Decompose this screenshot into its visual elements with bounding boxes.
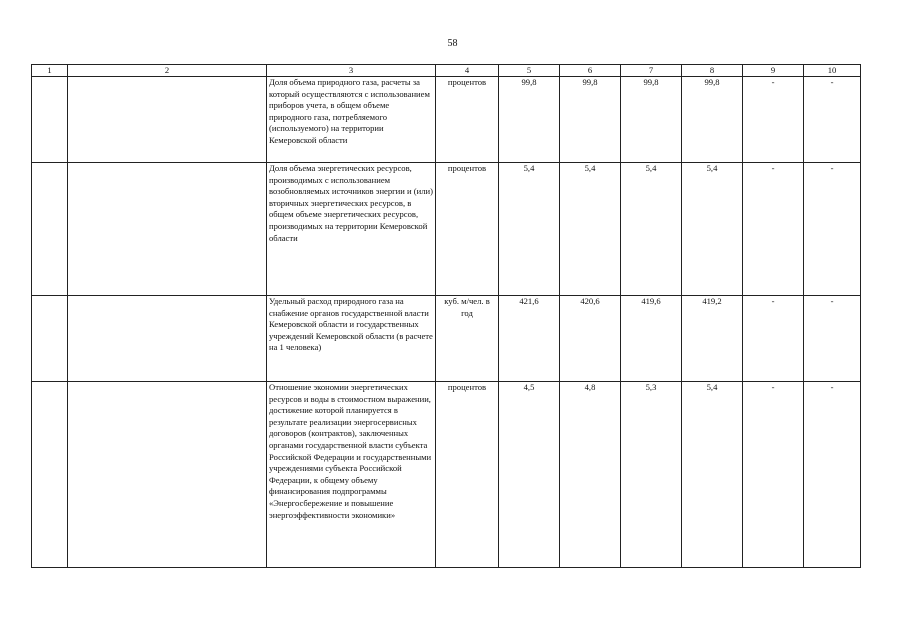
table-row [32, 296, 861, 382]
column-header-9: 9 [743, 65, 804, 77]
row-program-cell [68, 382, 267, 568]
value-col-8: 5,4 [682, 163, 743, 296]
table-header-row [32, 65, 861, 77]
value-col-7: 99,8 [621, 77, 682, 163]
column-header-10: 10 [804, 65, 861, 77]
row-program-cell [68, 163, 267, 296]
row-number-cell [32, 163, 68, 296]
column-header-5: 5 [499, 65, 560, 77]
column-header-7: 7 [621, 65, 682, 77]
column-header-6: 6 [560, 65, 621, 77]
row-number-cell [32, 296, 68, 382]
indicator-unit: процентов [436, 382, 499, 568]
column-header-3: 3 [267, 65, 436, 77]
value-col-8: 419,2 [682, 296, 743, 382]
value-col-6: 99,8 [560, 77, 621, 163]
indicator-name: Отношение экономии энергетических ресурсов и воды в стоимостном выражении, достижение которой планируется в результате реализации энергосервисных договоров (контрактов), заключенных органами государственной власти субъекта Российской Федерации и государственными учреждениями субъекта Российской Федерации, к общему объему финансирования подпрограммы «Энергосбережение и повышение энергоэффективности экономики» [267, 382, 436, 568]
value-col-9: - [743, 77, 804, 163]
value-col-7: 5,3 [621, 382, 682, 568]
value-col-10: - [804, 382, 861, 568]
indicator-unit: процентов [436, 77, 499, 163]
table-row [32, 163, 861, 296]
value-col-6: 5,4 [560, 163, 621, 296]
value-col-8: 5,4 [682, 382, 743, 568]
value-col-6: 420,6 [560, 296, 621, 382]
row-number-cell [32, 382, 68, 568]
value-col-5: 99,8 [499, 77, 560, 163]
indicator-unit: куб. м/чел. в год [436, 296, 499, 382]
value-col-5: 4,5 [499, 382, 560, 568]
column-header-1: 1 [32, 65, 68, 77]
indicators-table [31, 64, 861, 568]
value-col-10: - [804, 163, 861, 296]
page-number: 58 [447, 38, 458, 49]
value-col-9: - [743, 382, 804, 568]
table-row [32, 382, 861, 568]
indicator-unit: процентов [436, 163, 499, 296]
value-col-6: 4,8 [560, 382, 621, 568]
indicator-name: Удельный расход природного газа на снабжение органов государственной власти Кемеровской области и государственных учреждений Кемеровской области (в расчете на 1 человека) [267, 296, 436, 382]
row-number-cell [32, 77, 68, 163]
table-row [32, 77, 861, 163]
column-header-4: 4 [436, 65, 499, 77]
value-col-5: 421,6 [499, 296, 560, 382]
row-program-cell [68, 77, 267, 163]
value-col-10: - [804, 77, 861, 163]
value-col-8: 99,8 [682, 77, 743, 163]
column-header-8: 8 [682, 65, 743, 77]
value-col-10: - [804, 296, 861, 382]
value-col-7: 5,4 [621, 163, 682, 296]
value-col-7: 419,6 [621, 296, 682, 382]
indicator-name: Доля объема энергетических ресурсов, производимых с использованием возобновляемых источников энергии и (или) вторичных энергетических ресурсов, в общем объеме энергетических ресурсов, производимых на территории Кемеровской области [267, 163, 436, 296]
indicator-name: Доля объема природного газа, расчеты за который осуществляются с использованием приборов учета, в общем объеме природного газа, потребляемого (используемого) на территории Кемеровской области [267, 77, 436, 163]
column-header-2: 2 [68, 65, 267, 77]
value-col-5: 5,4 [499, 163, 560, 296]
row-program-cell [68, 296, 267, 382]
value-col-9: - [743, 296, 804, 382]
value-col-9: - [743, 163, 804, 296]
